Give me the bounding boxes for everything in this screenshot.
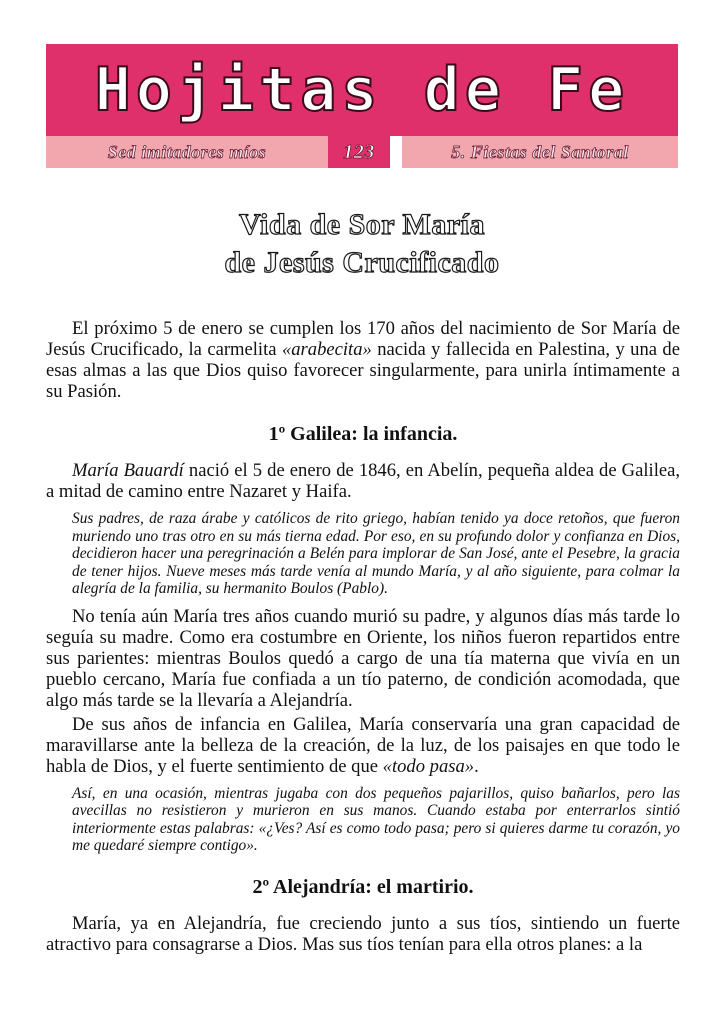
section1-paragraph-2: No tenía aún María tres años cuando murió su padre, y algunos días más tarde lo seguía su madre. Como era costumbre en Oriente, los niños fueron repartidos entre sus parientes: mientras Boulos quedó a cargo de una tía materna que vivía en un pueblo cercano, María fue confiada a un tío paterno, de condición acomodada, que algo más tarde se la llevaría a Alejandría. <box>46 605 680 711</box>
section-heading-1: 1º Galilea: la infancia. <box>268 423 458 445</box>
section1-paragraph-1 <box>46 460 680 502</box>
section1-p3-italic: «todo pasa» <box>382 755 475 777</box>
masthead-title: Hojitas de Fe <box>94 55 630 125</box>
intro-text-1: El próximo 5 de enero se cumplen los 170 años del nacimiento de Sor María de Jesús Crucificado, la carmelita <box>46 318 680 360</box>
issue-number: 123 <box>328 136 390 168</box>
person-name: María Bauardí <box>72 460 184 481</box>
subbar-divider <box>390 136 402 168</box>
intro-paragraph <box>46 318 680 402</box>
section2-paragraph-1: María, ya en Alejandría, fue creciendo junto a sus tíos, sintiendo un fuerte atractivo para consagrarse a Dios. Mas sus tíos tenían para ella otros planes: a la <box>46 912 680 955</box>
intro-italic: «arabecita» <box>281 339 372 360</box>
section1-p3-end: . <box>474 755 479 777</box>
section1-note-2: Así, en una ocasión, mientras jugaba con dos pequeños pajarillos, quiso bañarlos, pero las avecillas no resistieron y murieron en sus manos. Cuando estaba por enterrarlos sintió interiormente estas palabras: «¿Ves? Así es como todo pasa; pero si quieres darme tu corazón, yo me quedaré siempre contigo». <box>72 784 680 854</box>
page-title <box>46 206 678 282</box>
section1-note-1: Sus padres, de raza árabe y católicos de rito griego, habían tenido ya doce retoños, que fueron muriendo uno tras otro en su más tierna edad. Por eso, en su profundo dolor y confianza en Dios, decidieron hacer una peregrinación a Belén para implorar de San José, ante el Pesebre, la gracia de tener hijos. Nueve meses más tarde venía al mundo María, y al año siguiente, para colmar la alegría de la familia, su hermanito Boulos (Pablo). <box>72 510 680 597</box>
masthead-subbar <box>46 136 678 168</box>
section-label: 5. Fiestas del Santoral <box>402 136 678 168</box>
article-body <box>46 318 680 955</box>
series-label: Sed imitadores míos <box>46 136 328 168</box>
intro-text-2: nacida y fallecida en Palestina, y una de esas almas a las que Dios quiso favorecer singularmente, para unirla íntimamente a su Pasión. <box>46 339 680 402</box>
section1-p3-text: De sus años de infancia en Galilea, María conservaría una gran capacidad de maravillarse ante la belleza de la creación, de la luz, de los paisajes en que todo le habla de Dios, y el fuerte sentimiento de que <box>46 713 680 777</box>
section1-paragraph-3 <box>46 714 680 777</box>
masthead-banner <box>46 44 678 136</box>
masthead-header <box>46 44 678 168</box>
page-title-line-2: de Jesús Crucificado <box>224 246 500 279</box>
section-heading-2: 2º Alejandría: el martirio. <box>252 875 474 898</box>
section1-p1-text: nació el 5 de enero de 1846, en Abelín, pequeña aldea de Galilea, a mitad de camino entre Nazaret y Haifa. <box>46 460 681 502</box>
page-title-line-1: Vida de Sor María <box>239 208 485 241</box>
